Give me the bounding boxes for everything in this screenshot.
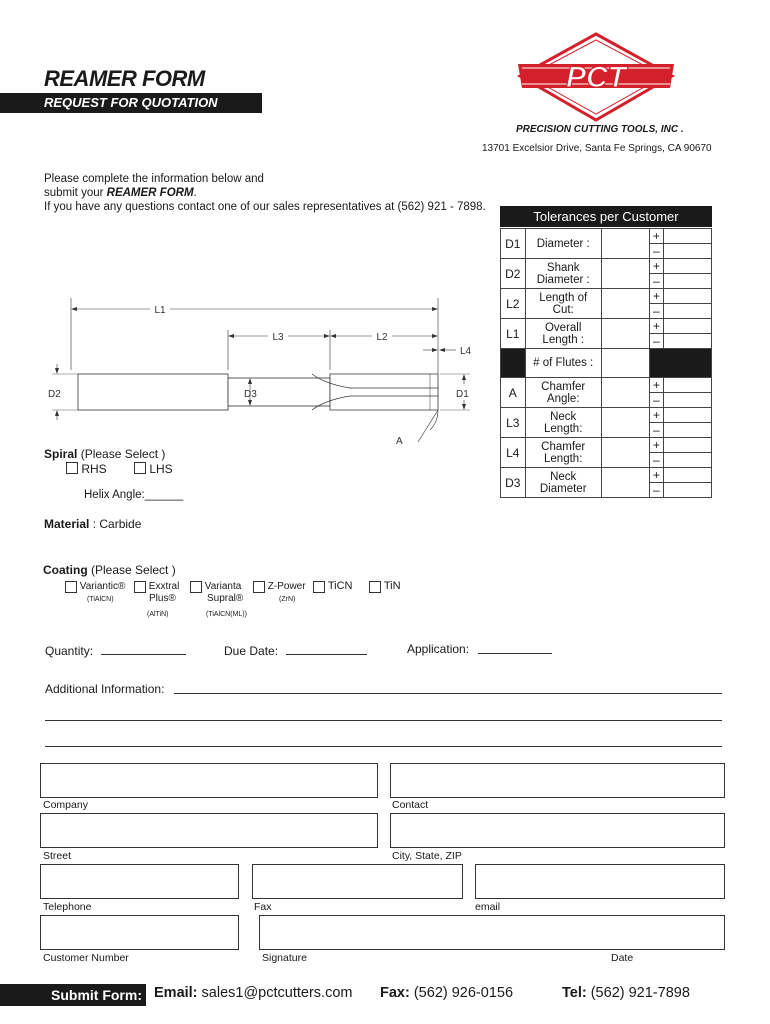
tol-label: [525, 229, 601, 259]
date-label: Date: [611, 952, 634, 964]
variantic-label: Variantic®: [79, 581, 126, 592]
tol-row-L4: [501, 438, 712, 453]
tol-minus-field[interactable]: [663, 334, 711, 349]
tol-label-text: Diameter :: [536, 237, 590, 250]
flutes-field[interactable]: [601, 349, 649, 378]
company-name: PRECISION CUTTING TOOLS, INC .: [516, 124, 684, 135]
tol-minus-field[interactable]: [663, 244, 711, 259]
tol-label: [525, 378, 601, 408]
exxtral-sub: (AlTiN): [147, 611, 169, 618]
lhs-label: LHS: [149, 462, 173, 476]
coating-option-variantic[interactable]: [65, 581, 125, 605]
email-input[interactable]: [475, 864, 725, 899]
zpower-sub: (ZrN): [279, 596, 296, 603]
tol-code: D2: [501, 259, 526, 289]
due-date-label: Due Date:: [224, 644, 279, 658]
spiral-lhs-option[interactable]: [134, 462, 173, 476]
tol-value-field[interactable]: [601, 408, 649, 438]
tol-value-field[interactable]: [601, 289, 649, 319]
helix-angle-field[interactable]: Helix Angle:______: [84, 489, 184, 501]
tol-value-field[interactable]: [601, 259, 649, 289]
footer-email-label: Email:: [154, 985, 198, 1001]
city-state-zip-label: City, State, ZIP: [392, 850, 462, 862]
exxtral-checkbox[interactable]: [134, 581, 146, 593]
form-title: REAMER FORM: [44, 66, 205, 91]
tol-label: [525, 289, 601, 319]
variantic-checkbox[interactable]: [65, 581, 77, 593]
ticn-checkbox[interactable]: [313, 581, 325, 593]
minus-sign: –: [649, 423, 663, 438]
rhs-checkbox[interactable]: [66, 462, 78, 474]
tol-plus-field[interactable]: [663, 438, 711, 453]
ticn-label: TiCN: [327, 580, 353, 592]
lhs-checkbox[interactable]: [134, 462, 146, 474]
tol-row-flutes: [501, 349, 712, 378]
tol-plus-field[interactable]: [663, 378, 711, 393]
tol-value-field[interactable]: [601, 468, 649, 498]
intro-text: [44, 172, 486, 214]
coating-option-varianta[interactable]: [190, 581, 247, 620]
varianta-label-2: Supral®: [207, 593, 244, 604]
contact-input[interactable]: [390, 763, 725, 798]
tol-label-line2: Length :: [542, 333, 584, 346]
plus-sign: +: [649, 229, 663, 244]
application-label: Application:: [407, 642, 470, 656]
tol-plus-field[interactable]: [663, 319, 711, 334]
quantity-input[interactable]: [101, 653, 186, 655]
quantity-label: Quantity:: [45, 644, 94, 658]
intro-line-2-bold: REAMER FORM: [106, 187, 194, 199]
street-input[interactable]: [40, 813, 378, 848]
coating-option-zpower[interactable]: [253, 581, 306, 605]
material-label: Material: [44, 517, 90, 531]
tol-row-L2: [501, 289, 712, 304]
tol-label-line2: Cut:: [552, 303, 574, 316]
tol-minus-field[interactable]: [663, 483, 711, 498]
tol-label-line2: Diameter :: [536, 273, 590, 286]
tol-row-D3: [501, 468, 712, 483]
fax-input[interactable]: [252, 864, 463, 899]
email-label: email: [475, 901, 501, 913]
tol-value-field[interactable]: [601, 229, 649, 259]
dim-D2: D2: [48, 389, 61, 400]
tol-label-line1: Neck: [550, 410, 577, 423]
tol-label: [525, 438, 601, 468]
customer-number-label: Customer Number: [43, 952, 129, 964]
company-input[interactable]: [40, 763, 378, 798]
tol-code: L4: [501, 438, 526, 468]
plus-sign: +: [649, 408, 663, 423]
exxtral-label: Exxtral: [148, 581, 180, 592]
telephone-label: Telephone: [43, 901, 92, 913]
flutes-black-cell: [501, 349, 526, 378]
intro-line-3: If you have any questions contact one of our sales representatives at (562) 921 - 7898.: [44, 201, 486, 213]
tol-code: L3: [501, 408, 526, 438]
additional-info-line-2[interactable]: [45, 719, 722, 721]
tol-label-line2: Diameter: [539, 482, 587, 495]
footer-tel-label: Tel:: [562, 985, 587, 1001]
tol-row-A: [501, 378, 712, 393]
coating-option-tin[interactable]: [369, 581, 401, 593]
tol-label-line1: Shank: [546, 261, 580, 274]
tol-plus-field[interactable]: [663, 229, 711, 244]
footer-fax-label: Fax:: [380, 985, 410, 1001]
tol-value-field[interactable]: [601, 378, 649, 408]
dim-L3: L3: [272, 332, 284, 343]
tol-row-L1: [501, 319, 712, 334]
tol-code: A: [501, 378, 526, 408]
dim-D1: D1: [456, 389, 469, 400]
intro-line-2: [44, 186, 486, 200]
minus-sign: –: [649, 483, 663, 498]
varianta-checkbox[interactable]: [190, 581, 202, 593]
tin-label: TiN: [383, 580, 401, 592]
tol-label: [525, 468, 601, 498]
telephone-input[interactable]: [40, 864, 239, 899]
footer-fax: [380, 985, 513, 1001]
additional-info-line-3[interactable]: [45, 745, 722, 747]
material-value: : Carbide: [89, 517, 142, 531]
company-address: 13701 Excelsior Drive, Santa Fe Springs, CA 90670: [482, 143, 712, 154]
intro-line-1: Please complete the information below and: [44, 173, 264, 185]
tol-label-line2: Length:: [544, 452, 583, 465]
minus-sign: –: [649, 274, 663, 289]
dim-D3: D3: [244, 389, 257, 400]
spiral-rhs-option[interactable]: [66, 462, 107, 476]
minus-sign: –: [649, 393, 663, 408]
tol-value-field[interactable]: [601, 438, 649, 468]
logo-text: PCT: [566, 61, 626, 94]
intro-line-2-suffix: .: [193, 187, 197, 199]
spiral-label-bold: Spiral: [44, 447, 78, 461]
plus-sign: +: [649, 378, 663, 393]
tin-checkbox[interactable]: [369, 581, 381, 593]
plus-sign: +: [649, 289, 663, 304]
company-label: Company: [43, 799, 88, 811]
additional-info-label: Additional Information:: [45, 682, 165, 696]
footer-email[interactable]: [154, 985, 352, 1001]
tol-label: [525, 319, 601, 349]
contact-label: Contact: [392, 799, 429, 811]
signature-label: Signature: [262, 952, 307, 964]
tol-label-line1: Chamfer: [541, 380, 586, 393]
tol-plus-field[interactable]: [663, 468, 711, 483]
tol-row-D2: [501, 259, 712, 274]
rhs-label: RHS: [81, 462, 107, 476]
customer-number-input[interactable]: [40, 915, 239, 950]
tol-row-L3: [501, 408, 712, 423]
tol-code: L2: [501, 289, 526, 319]
intro-line-2-prefix: submit your: [44, 187, 107, 199]
tol-label-line2: Length:: [544, 422, 583, 435]
minus-sign: –: [649, 453, 663, 468]
variantic-sub: (TiAlCN): [87, 596, 114, 603]
dim-L2: L2: [376, 332, 388, 343]
plus-sign: +: [649, 319, 663, 334]
plus-sign: +: [649, 259, 663, 274]
tol-row-D1: [501, 229, 712, 244]
pct-logo-icon: [512, 30, 680, 126]
tol-code: D3: [501, 468, 526, 498]
additional-info-line-1[interactable]: [174, 692, 722, 694]
coating-label-bold: Coating: [43, 563, 88, 577]
zpower-checkbox[interactable]: [253, 581, 265, 593]
tol-label-line1: Neck: [550, 470, 577, 483]
footer-email-value: sales1@pctcutters.com: [197, 985, 353, 1001]
coating-label: [43, 563, 176, 577]
tol-code: D1: [501, 229, 526, 259]
varianta-label: Varianta: [204, 581, 242, 592]
tol-plus-field[interactable]: [663, 408, 711, 423]
flutes-label: # of Flutes :: [525, 349, 601, 378]
tol-label: [525, 408, 601, 438]
material-line: [44, 517, 141, 531]
fax-label: Fax: [254, 901, 272, 913]
dim-L1: L1: [154, 305, 166, 316]
tol-label-line1: Overall: [544, 321, 582, 334]
exxtral-label-2: Plus®: [149, 593, 176, 604]
tol-plus-field[interactable]: [663, 259, 711, 274]
plus-sign: +: [649, 438, 663, 453]
due-date-input[interactable]: [286, 653, 367, 655]
tol-minus-field[interactable]: [663, 423, 711, 438]
footer-fax-value: (562) 926-0156: [409, 985, 514, 1001]
reamer-diagram: [40, 292, 480, 452]
varianta-sub: (TiAlCN(ML)): [206, 611, 247, 618]
dim-L4: L4: [460, 346, 472, 357]
footer-tel: [562, 985, 690, 1001]
tol-minus-field[interactable]: [663, 453, 711, 468]
spiral-hint: (Please Select ): [77, 447, 166, 461]
minus-sign: –: [649, 304, 663, 319]
tol-code: L1: [501, 319, 526, 349]
tolerances-table: [500, 228, 712, 498]
street-label: Street: [43, 850, 72, 862]
tol-minus-field[interactable]: [663, 304, 711, 319]
flutes-black-cell-right: [649, 349, 711, 378]
tolerances-header: Tolerances per Customer: [500, 206, 712, 227]
zpower-label: Z-Power: [267, 581, 306, 592]
submit-form-label: Submit Form:: [0, 984, 146, 1006]
dim-A: A: [396, 436, 403, 447]
application-input[interactable]: [478, 652, 552, 654]
tol-plus-field[interactable]: [663, 289, 711, 304]
spiral-label: [44, 447, 165, 461]
tol-label: [525, 259, 601, 289]
coating-option-exxtral[interactable]: [134, 581, 179, 620]
form-subtitle: REQUEST FOR QUOTATION: [44, 95, 218, 110]
tol-label-line2: Angle:: [546, 392, 580, 405]
tol-minus-field[interactable]: [663, 274, 711, 289]
footer-tel-value: (562) 921-7898: [586, 985, 690, 1001]
plus-sign: +: [649, 468, 663, 483]
tol-label-line1: Chamfer: [541, 440, 586, 453]
minus-sign: –: [649, 334, 663, 349]
signature-input[interactable]: [259, 915, 725, 950]
tol-label-line1: Length of: [539, 291, 588, 304]
city-state-zip-input[interactable]: [390, 813, 725, 848]
tol-minus-field[interactable]: [663, 393, 711, 408]
coating-hint: (Please Select ): [87, 563, 176, 577]
coating-option-ticn[interactable]: [313, 581, 353, 593]
tol-value-field[interactable]: [601, 319, 649, 349]
minus-sign: –: [649, 244, 663, 259]
